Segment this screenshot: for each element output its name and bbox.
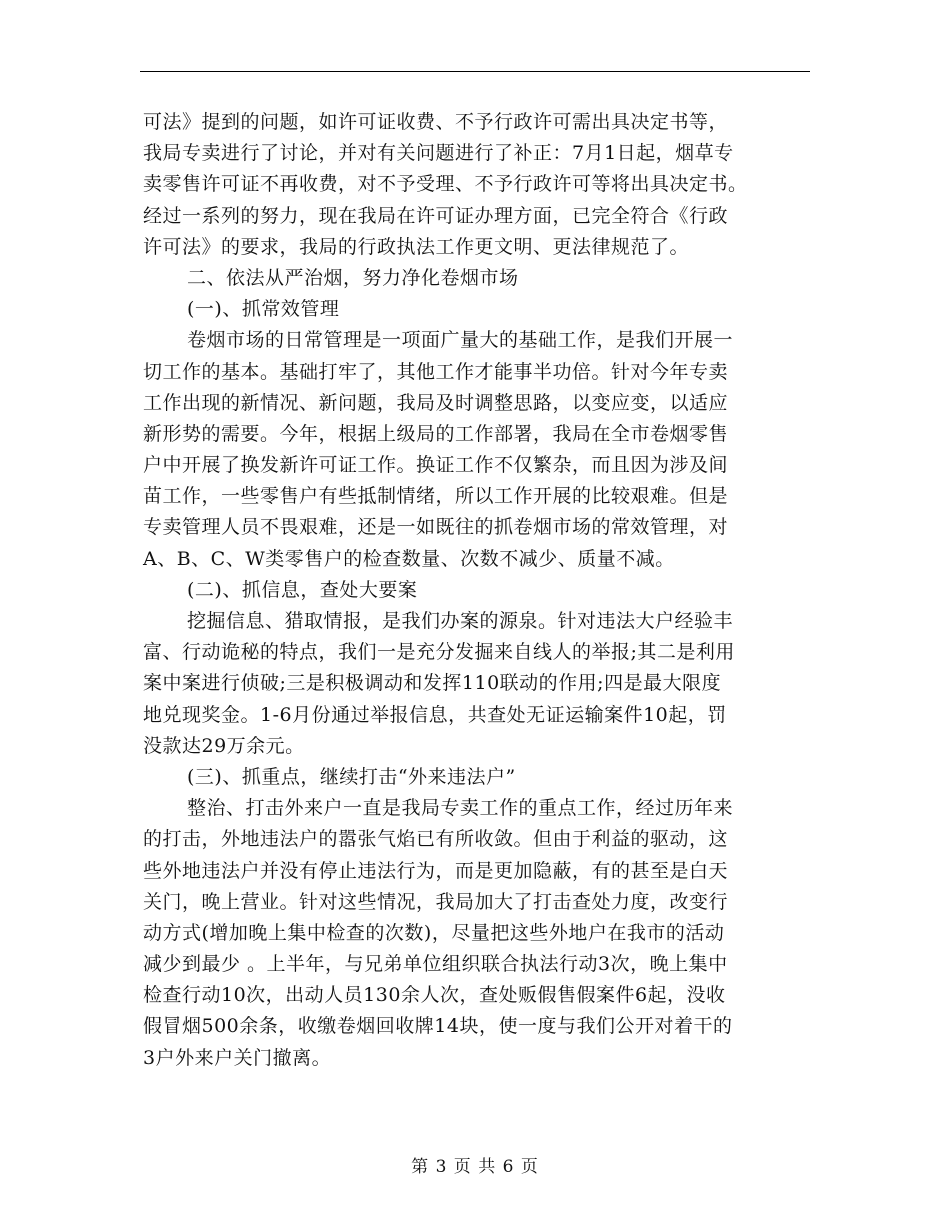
text-line: 的打击，外地违法户的嚣张气焰已有所收敛。但由于利益的驱动，这 (143, 828, 729, 851)
text-line: 专卖管理人员不畏艰难，还是一如既往的抓卷烟市场的常效管理，对 (143, 516, 729, 539)
header-rule (140, 71, 810, 72)
text-line: 工作出现的新情况、新问题，我局及时调整思路，以变应变，以适应 (143, 391, 729, 414)
text-line: 新形势的需要。今年，根据上级局的工作部署，我局在全市卷烟零售 (143, 422, 729, 445)
text-line: 检查行动10次，出动人员130余人次，查处贩假售假案件6起，没收 (143, 984, 726, 1007)
text-line: 案中案进行侦破;三是积极调动和发挥110联动的作用;四是最大限度 (143, 672, 722, 695)
text-line: 整治、打击外来户一直是我局专卖工作的重点工作，经过历年来 (187, 797, 734, 820)
text-line: 关门，晚上营业。针对这些情况，我局加大了打击查处力度，改变行 (143, 890, 729, 913)
text-line: 切工作的基本。基础打牢了，其他工作才能事半功倍。针对今年专卖 (143, 360, 729, 383)
text-line: 户中开展了换发新许可证工作。换证工作不仅繁杂，而且因为涉及间 (143, 454, 729, 477)
text-line: (一)、抓常效管理 (187, 298, 340, 321)
page-number: 第 3 页 共 6 页 (411, 1157, 539, 1177)
text-line: 没款达29万余元。 (143, 734, 305, 757)
text-line: (二)、抓信息，查处大要案 (187, 578, 418, 601)
text-line: 经过一系列的努力，现在我局在许可证办理方面，已完全符合《行政 (143, 204, 729, 227)
text-line: 许可法》的要求，我局的行政执法工作更文明、更法律规范了。 (143, 235, 690, 258)
text-line: 苗工作，一些零售户有些抵制情绪，所以工作开展的比较艰难。但是 (143, 485, 729, 508)
text-line: 我局专卖进行了讨论，并对有关问题进行了补正：7月1日起，烟草专 (143, 142, 734, 165)
text-line: 假冒烟500余条，收缴卷烟回收牌14块，使一度与我们公开对着干的 (143, 1015, 733, 1038)
text-line: 3户外来户关门撤离。 (143, 1046, 332, 1069)
text-line: 动方式(增加晚上集中检查的次数)，尽量把这些外地户在我市的活动 (143, 921, 725, 944)
text-line: 富、行动诡秘的特点，我们一是充分发掘来自线人的举报;其二是利用 (143, 641, 735, 664)
text-line: (三)、抓重点，继续打击“外来违法户” (187, 765, 516, 788)
text-line: A、B、C、W类零售户的检查数量、次数不减少、质量不减。 (143, 547, 675, 570)
text-line: 二、依法从严治烟，努力净化卷烟市场 (187, 266, 519, 289)
text-line: 地兑现奖金。1-6月份通过举报信息，共查处无证运输案件10起，罚 (143, 703, 727, 726)
text-line: 可法》提到的问题，如许可证收费、不予行政许可需出具决定书等， (143, 111, 729, 133)
text-line: 些外地违法户并没有停止违法行为，而是更加隐蔽，有的甚至是白天 (143, 859, 729, 882)
text-line: 卖零售许可证不再收费，对不予受理、不予行政许可等将出具决定书。 (143, 173, 748, 196)
text-line: 卷烟市场的日常管理是一项面广量大的基础工作，是我们开展一 (187, 329, 734, 352)
text-line: 挖掘信息、猎取情报，是我们办案的源泉。针对违法大户经验丰 (187, 610, 734, 632)
document-body (143, 107, 815, 1074)
text-line: 减少到最少 。上半年，与兄弟单位组织联合执法行动3次，晚上集中 (143, 953, 728, 976)
